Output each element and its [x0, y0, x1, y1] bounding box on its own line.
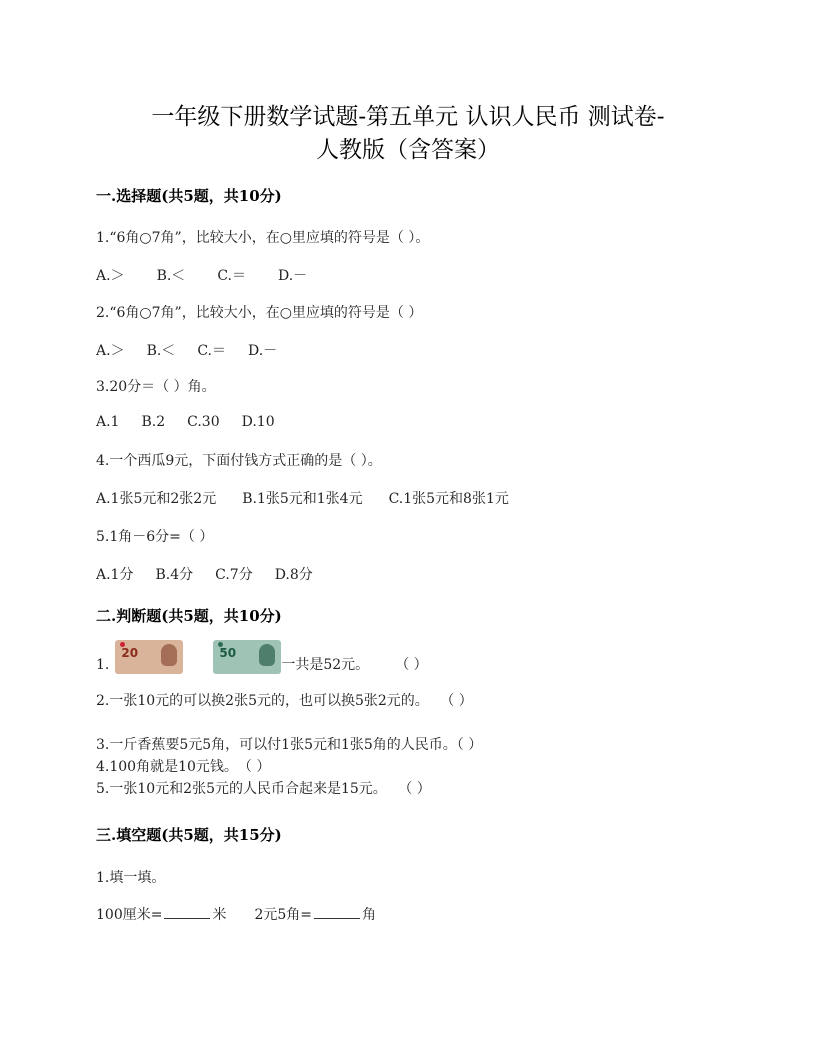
banknote-20-image — [115, 640, 183, 674]
judge-question-2: 2.一张10元的可以换2张5元的，也可以换5张2元的。 （ ） — [96, 693, 473, 709]
option-c: C.7分 — [215, 567, 253, 583]
judge-question-1 — [96, 640, 428, 674]
section-heading-judge: 二.判断题(共5题，共10分) — [96, 607, 282, 625]
question-number: 1. — [96, 657, 110, 673]
options-5 — [96, 564, 335, 584]
option-b: B.1张5元和1张4元 — [242, 491, 363, 507]
option-a: A.1分 — [96, 567, 134, 583]
judge-question-5: 5.一张10元和2张5元的人民币合起来是15元。 （ ） — [96, 781, 431, 797]
section-heading-fill: 三.填空题(共5题，共15分) — [96, 826, 282, 844]
question-1: 1.“6角○7角”，比较大小，在○里应填的符号是（ ）。 — [96, 230, 430, 246]
options-2 — [96, 340, 299, 360]
option-c: C.＝ — [197, 343, 226, 359]
fill-blank-b[interactable] — [314, 906, 360, 919]
question-3: 3.20分＝（ ）角。 — [96, 379, 216, 395]
fill-a-unit: 米 — [212, 907, 227, 923]
section-heading-choice: 一.选择题(共5题，共10分) — [96, 187, 282, 205]
fill-a-prefix: 100厘米= — [96, 907, 163, 923]
question-2: 2.“6角○7角”，比较大小，在○里应填的符号是（ ） — [96, 305, 423, 321]
options-1 — [96, 265, 329, 285]
question-5: 5.1角－6分=（ ） — [96, 529, 214, 545]
option-d: D.－ — [277, 268, 308, 284]
option-d: D.－ — [247, 343, 278, 359]
option-c: C.＝ — [217, 268, 246, 284]
judge-question-4: 4.100角就是10元钱。 （ ） — [96, 759, 271, 775]
fill-b-prefix: 2元5角= — [254, 907, 312, 923]
banknote-50-image — [213, 640, 281, 674]
answer-parentheses: （ ） — [395, 657, 428, 673]
fill-blank-a[interactable] — [164, 906, 210, 919]
option-a: A.＞ — [96, 343, 125, 359]
question-4: 4.一个西瓜9元，下面付钱方式正确的是（ ）。 — [96, 453, 382, 469]
option-c: C.1张5元和8张1元 — [388, 491, 509, 507]
fill-question-1: 1.填一填。 — [96, 870, 166, 886]
judge-question-1-text: 一共是52元。 — [281, 657, 370, 673]
option-a: A.＞ — [96, 268, 125, 284]
option-c: C.30 — [187, 414, 220, 430]
option-d: D.8分 — [274, 567, 313, 583]
page-title-line2: 人教版（含答案） — [316, 137, 500, 163]
banknote-value: 50 — [219, 646, 237, 660]
option-b: B.2 — [141, 414, 166, 430]
option-a: A.1 — [96, 414, 120, 430]
page-title-line1: 一年级下册数学试题-第五单元 认识人民币 测试卷- — [151, 104, 665, 130]
option-b: B.4分 — [155, 567, 194, 583]
options-3 — [96, 414, 297, 430]
option-a: A.1张5元和2张2元 — [96, 491, 217, 507]
fill-row — [96, 904, 376, 924]
judge-question-3: 3.一斤香蕉要5元5角，可以付1张5元和1张5角的人民币。（ ） — [96, 737, 483, 753]
options-4 — [96, 488, 531, 508]
option-b: B.＜ — [156, 268, 186, 284]
fill-b-unit: 角 — [362, 907, 376, 923]
option-b: B.＜ — [146, 343, 176, 359]
banknote-value: 20 — [121, 646, 139, 660]
option-d: D.10 — [241, 414, 275, 430]
